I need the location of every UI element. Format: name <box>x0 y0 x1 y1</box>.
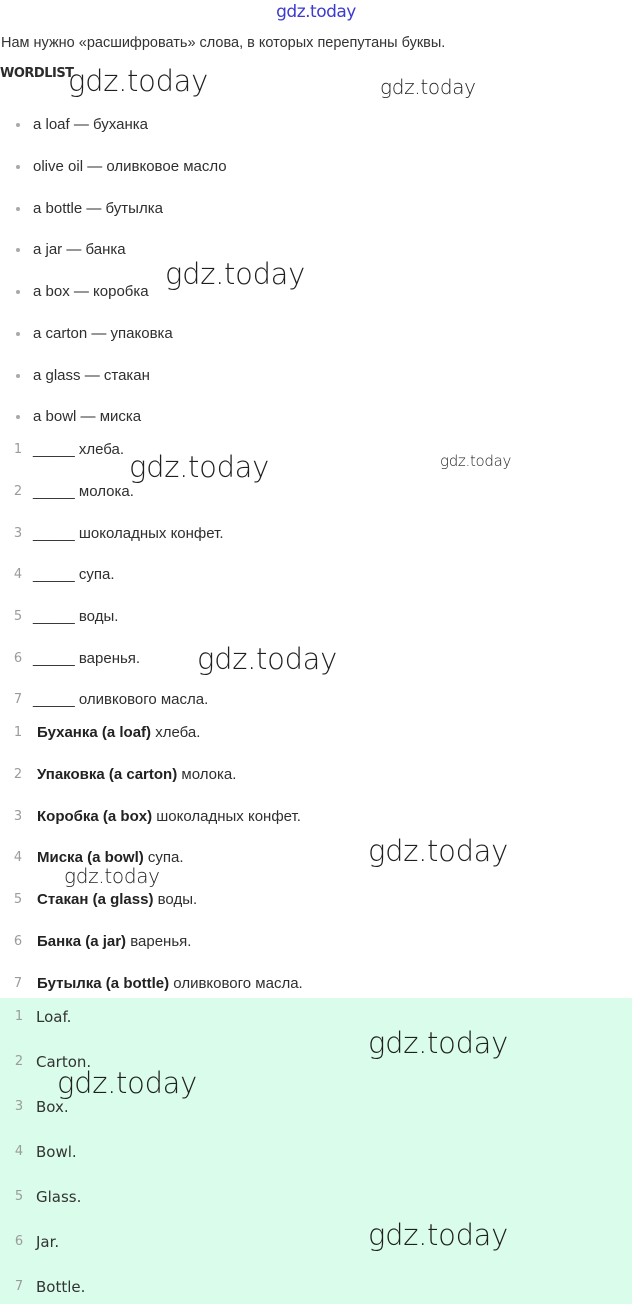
item-number: 5 <box>13 609 23 624</box>
watermark: gdz.today <box>368 1026 509 1060</box>
item-number: 1 <box>13 725 23 740</box>
answer-rest: оливкового масла. <box>169 975 303 992</box>
final-answer-text: Loaf. <box>36 1008 72 1026</box>
item-number: 1 <box>14 1009 24 1024</box>
answer-bold: Коробка (a box) <box>37 808 153 825</box>
answer-rest: воды. <box>153 891 198 908</box>
bullet-icon <box>16 248 20 252</box>
watermark: gdz.today <box>165 257 306 291</box>
answer-rest: варенья. <box>126 933 192 950</box>
item-number: 6 <box>13 934 23 949</box>
wordlist-item-text: olive oil — оливковое масло <box>33 158 227 175</box>
final-answer-text: Carton. <box>36 1053 92 1071</box>
item-number: 4 <box>13 567 23 582</box>
bullet-icon <box>16 165 20 169</box>
watermark: gdz.today <box>440 452 512 470</box>
exercise-text: _____ молока. <box>33 483 134 500</box>
watermark: gdz.today <box>129 450 270 484</box>
answer-bold: Бутылка (a bottle) <box>37 975 170 992</box>
wordlist-item-text: a loaf — буханка <box>33 116 148 133</box>
watermark: gdz.today <box>380 75 476 99</box>
bullet-icon <box>16 415 20 419</box>
bullet-icon <box>16 374 20 378</box>
answer-rest: шоколадных конфет. <box>152 808 301 825</box>
bullet-icon <box>16 123 20 127</box>
watermark: gdz.today <box>57 1066 198 1100</box>
bullet-icon <box>16 207 20 211</box>
answer-rest: супа. <box>143 849 184 866</box>
final-answer-text: Bottle. <box>36 1278 86 1296</box>
answer-rest: хлеба. <box>151 724 201 741</box>
item-number: 5 <box>13 892 23 907</box>
wordlist-heading: WORDLIST <box>0 66 74 81</box>
final-answer-text: Glass. <box>36 1188 82 1206</box>
item-number: 3 <box>13 809 23 824</box>
answer-rest: молока. <box>177 766 237 783</box>
watermark: gdz.today <box>64 864 160 888</box>
item-number: 5 <box>14 1189 24 1204</box>
intro-text: Нам нужно «расшифровать» слова, в которых перепутаны буквы. <box>1 35 446 51</box>
answer-bold: Банка (a jar) <box>37 933 127 950</box>
watermark: gdz.today <box>197 642 338 676</box>
bullet-icon <box>16 290 20 294</box>
item-number: 7 <box>13 692 23 707</box>
exercise-text: _____ шоколадных конфет. <box>33 525 224 542</box>
wordlist-item-text: a glass — стакан <box>33 367 150 384</box>
final-answer-text: Bowl. <box>36 1143 77 1161</box>
answer-bold: Буханка (a loaf) <box>37 724 152 741</box>
watermark: gdz.today <box>368 1218 509 1252</box>
item-number: 7 <box>14 1279 24 1294</box>
exercise-text: _____ оливкового масла. <box>33 691 209 708</box>
item-number: 4 <box>13 850 23 865</box>
wordlist-item-text: a carton — упаковка <box>33 325 173 342</box>
site-logo[interactable]: gdz.today <box>276 2 356 22</box>
wordlist-item-text: a bottle — бутылка <box>33 200 163 217</box>
item-number: 6 <box>13 651 23 666</box>
answer-bold: Упаковка (a carton) <box>37 766 178 783</box>
item-number: 3 <box>13 526 23 541</box>
bullet-icon <box>16 332 20 336</box>
item-number: 1 <box>13 442 23 457</box>
exercise-text: _____ супа. <box>33 566 115 583</box>
wordlist-item-text: a jar — банка <box>33 241 126 258</box>
item-number: 2 <box>13 767 23 782</box>
answer-bold: Миска (a bowl) <box>37 849 144 866</box>
item-number: 4 <box>14 1144 24 1159</box>
final-answer-text: Box. <box>36 1098 69 1116</box>
exercise-text: _____ хлеба. <box>33 441 125 458</box>
watermark: gdz.today <box>368 834 509 868</box>
wordlist-item-text: a box — коробка <box>33 283 149 300</box>
item-number: 7 <box>13 976 23 991</box>
item-number: 2 <box>13 484 23 499</box>
final-answer-text: Jar. <box>36 1233 60 1251</box>
item-number: 3 <box>14 1099 24 1114</box>
item-number: 2 <box>14 1054 24 1069</box>
answer-panel <box>0 998 632 1304</box>
answer-bold: Стакан (a glass) <box>37 891 154 908</box>
watermark: gdz.today <box>68 64 209 98</box>
exercise-text: _____ варенья. <box>33 650 141 667</box>
exercise-text: _____ воды. <box>33 608 119 625</box>
wordlist-item-text: a bowl — миска <box>33 408 142 425</box>
item-number: 6 <box>14 1234 24 1249</box>
